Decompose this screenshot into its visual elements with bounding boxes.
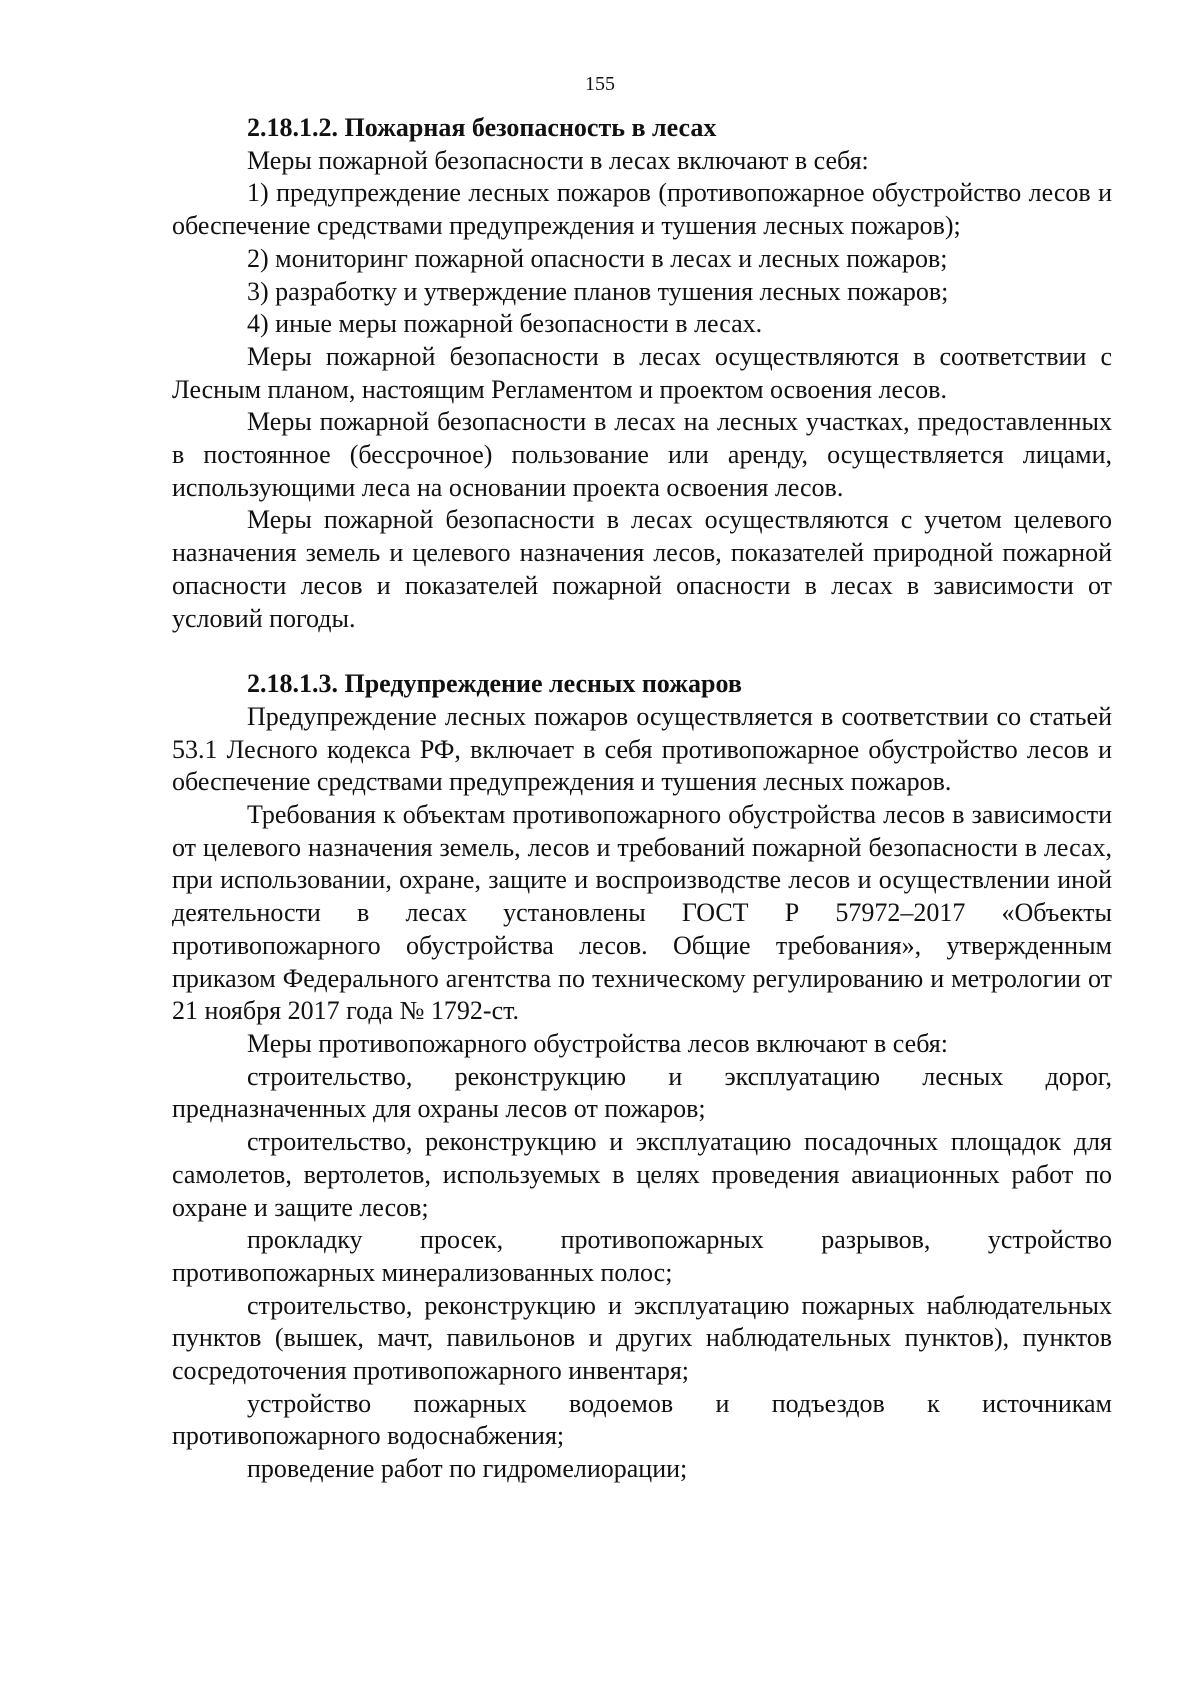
paragraph: Меры пожарной безопасности в лесах осуществляются с учетом целевого назначения земель и целевого назначения лесов, показателей природной пожарной опасности лесов и показателей пожарной опасности в лесах в зависимости от условий погоды. — [172, 505, 1112, 633]
section-heading-fire-prevention: 2.18.1.3. Предупреждение лесных пожаров — [247, 669, 742, 699]
paragraph: Меры противопожарного обустройства лесов включают в себя: — [247, 1028, 948, 1058]
paragraph: Меры пожарной безопасности в лесах на лесных участках, предоставленных в постоянное (бессрочное) пользование или аренду, осуществляется лицами, использующими леса на основании проекта освоения лесов. — [172, 407, 1112, 502]
page-number: 155 — [585, 73, 615, 95]
paragraph: Требования к объектам противопожарного обустройства лесов в зависимости от целевого назначения земель, лесов и требований пожарной безопасности в лесах, при использовании, охране, защите и воспроизводстве лесов и осуществлении иной деятельности в лесах установлены ГОСТ Р 57972–2017 «Объекты противопожарного обустройства лесов. Общие требования», утвержденным приказом Федерального агентства по техническому регулированию и метрологии от 21 ноября 2017 года № 1792-ст. — [172, 800, 1112, 1026]
list-item: строительство, реконструкцию и эксплуатацию лесных дорог, предназначенных для охраны лесов от пожаров; — [172, 1061, 1112, 1124]
paragraph: Меры пожарной безопасности в лесах включают в себя: — [247, 145, 869, 175]
list-item: 1) предупреждение лесных пожаров (противопожарное обустройство лесов и обеспечение средствами предупреждения и тушения лесных пожаров); — [172, 178, 1112, 241]
list-item: 3) разработку и утверждение планов тушения лесных пожаров; — [247, 276, 949, 306]
section-heading-fire-safety: 2.18.1.2. Пожарная безопасность в лесах — [247, 113, 717, 142]
document-content — [172, 112, 1112, 1486]
paragraph: Меры пожарной безопасности в лесах осуществляются в соответствии с Лесным планом, настоящим Регламентом и проектом освоения лесов. — [172, 341, 1112, 404]
list-item: 4) иные меры пожарной безопасности в лесах. — [247, 309, 763, 339]
list-item: строительство, реконструкцию и эксплуатацию посадочных площадок для самолетов, вертолетов, используемых в целях проведения авиационных работ по охране и защите лесов; — [172, 1127, 1112, 1222]
list-item: проведение работ по гидромелиорации; — [247, 1454, 688, 1484]
paragraph: Предупреждение лесных пожаров осуществляется в соответствии со статьей 53.1 Лесного кодекса РФ, включает в себя противопожарное обустройство лесов и обеспечение средствами предупреждения и тушения лесных пожаров. — [172, 701, 1112, 797]
list-item: 2) мониторинг пожарной опасности в лесах и лесных пожаров; — [247, 243, 948, 273]
list-item: строительство, реконструкцию и эксплуатацию пожарных наблюдательных пунктов (вышек, мачт, павильонов и других наблюдательных пунктов), пунктов сосредоточения противопожарного инвентаря; — [172, 1290, 1112, 1386]
list-item: прокладку просек, противопожарных разрывов, устройство противопожарных минерализованных полос; — [172, 1225, 1112, 1287]
list-item: устройство пожарных водоемов и подъездов к источникам противопожарного водоснабжения; — [172, 1388, 1112, 1451]
